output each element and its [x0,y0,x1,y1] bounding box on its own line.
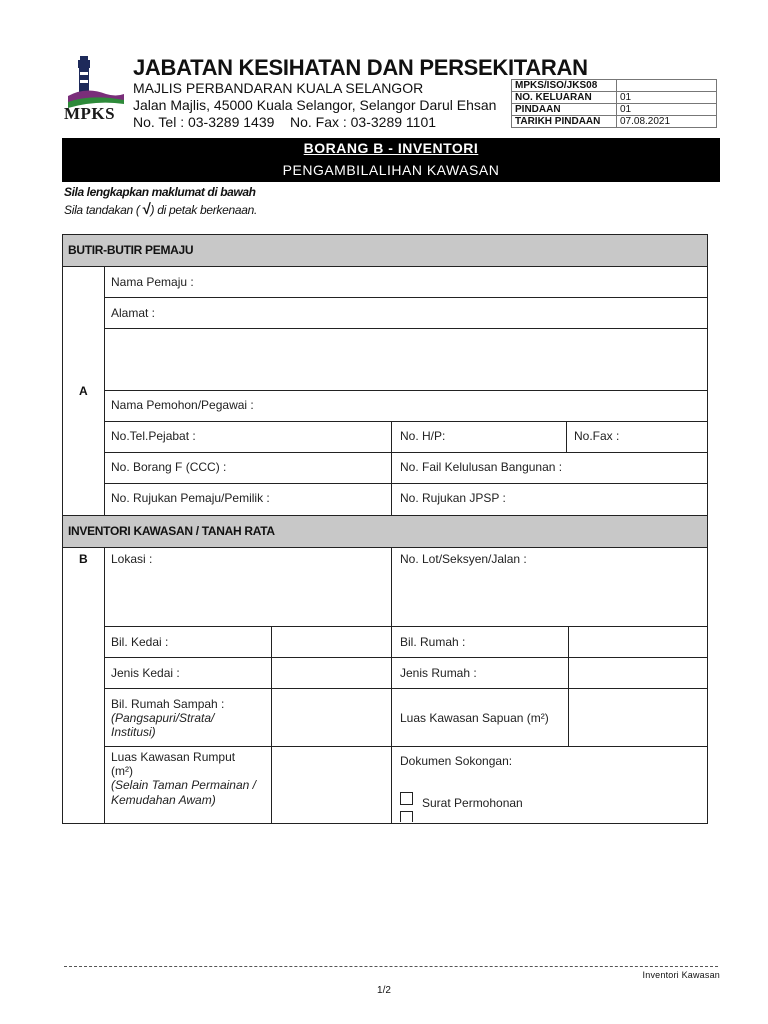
rumah-sampah-label: Bil. Rumah Sampah : [111,697,225,711]
doc-control-row [512,104,717,116]
hp-field[interactable]: No. H/P: [400,429,446,443]
doc-control-value [617,80,717,92]
luas-rumput-unit: (m²) [111,764,133,778]
logo-text: MPKS [64,104,116,123]
form-title: BORANG B - INVENTORI [303,140,479,156]
fax-field[interactable]: No.Fax : [574,429,620,443]
doc-control-row [512,116,717,128]
doc-control-value: 07.08.2021 [617,116,717,128]
doc-control-key: NO. KELUARAN [512,92,617,104]
form-title-banner [62,138,720,182]
rumah-sampah-note: Institusi) [111,725,156,739]
tick-mark: √ [142,201,151,218]
page-number: 1/2 [377,985,391,996]
luas-sapuan-label: Luas Kawasan Sapuan (m²) [400,711,549,725]
luas-rumput-label: Luas Kawasan Rumput [111,750,236,764]
document-control-table [511,79,717,128]
second-document-checkbox[interactable] [400,811,413,822]
rujukan-jpsp-field[interactable]: No. Rujukan JPSP : [400,491,506,505]
section-b-heading: INVENTORI KAWASAN / TANAH RATA [68,524,275,538]
section-a-heading: BUTIR-BUTIR PEMAJU [68,243,194,257]
rujukan-pemaju-field[interactable]: No. Rujukan Pemaju/Pemilik : [111,491,270,505]
council-name: MAJLIS PERBANDARAN KUALA SELANGOR [133,80,424,96]
jenis-kedai-label: Jenis Kedai : [111,666,180,680]
footer-doc-name: Inventori Kawasan [642,970,720,980]
surat-permohonan-checkbox[interactable] [400,792,413,805]
bil-rumah-label: Bil. Rumah : [400,635,466,649]
luas-rumput-note: (Selain Taman Permainan / [111,778,256,792]
fail-kelulusan-field[interactable]: No. Fail Kelulusan Bangunan : [400,460,563,474]
bil-kedai-label: Bil. Kedai : [111,635,169,649]
nama-pemaju-field[interactable]: Nama Pemaju : [111,275,194,289]
section-a-letter: A [79,384,88,398]
borang-f-field[interactable]: No. Borang F (CCC) : [111,460,227,474]
section-b-letter: B [79,552,88,566]
rumah-sampah-note: (Pangsapuri/Strata/ [111,711,215,725]
council-address: Jalan Majlis, 45000 Kuala Selangor, Selangor Darul Ehsan [133,97,497,113]
doc-control-value: 01 [617,104,717,116]
instruction-fill: Sila lengkapkan maklumat di bawah [64,185,256,199]
department-title: JABATAN KESIHATAN DAN PERSEKITARAN [133,55,588,80]
dokumen-sokongan-label: Dokumen Sokongan: [400,754,513,768]
form-subtitle: PENGAMBILALIHAN KAWASAN [282,162,500,178]
instruction-tick [64,201,257,218]
doc-control-key: MPKS/ISO/JKS08 [512,80,617,92]
tel-pejabat-field[interactable]: No.Tel.Pejabat : [111,429,196,443]
council-contact: No. Tel : 03-3289 1439 No. Fax : 03-3289 1101 [133,114,437,130]
luas-rumput-note: Kemudahan Awam) [111,793,216,807]
alamat-field[interactable]: Alamat : [111,306,156,320]
footer-divider [64,966,718,967]
doc-control-value: 01 [617,92,717,104]
doc-control-row [512,92,717,104]
nama-pemohon-field[interactable]: Nama Pemohon/Pegawai : [111,398,254,412]
lokasi-field[interactable]: Lokasi : [111,552,153,566]
instruction-tick-pre: Sila tandakan ( [64,203,140,217]
jenis-rumah-label: Jenis Rumah : [400,666,477,680]
doc-control-key: PINDAAN [512,104,617,116]
doc-control-key: TARIKH PINDAAN [512,116,617,128]
surat-permohonan-label: Surat Permohonan [422,796,523,810]
instruction-tick-post: ) di petak berkenaan. [150,203,257,217]
doc-control-row [512,80,717,92]
no-lot-field[interactable]: No. Lot/Seksyen/Jalan : [400,552,527,566]
